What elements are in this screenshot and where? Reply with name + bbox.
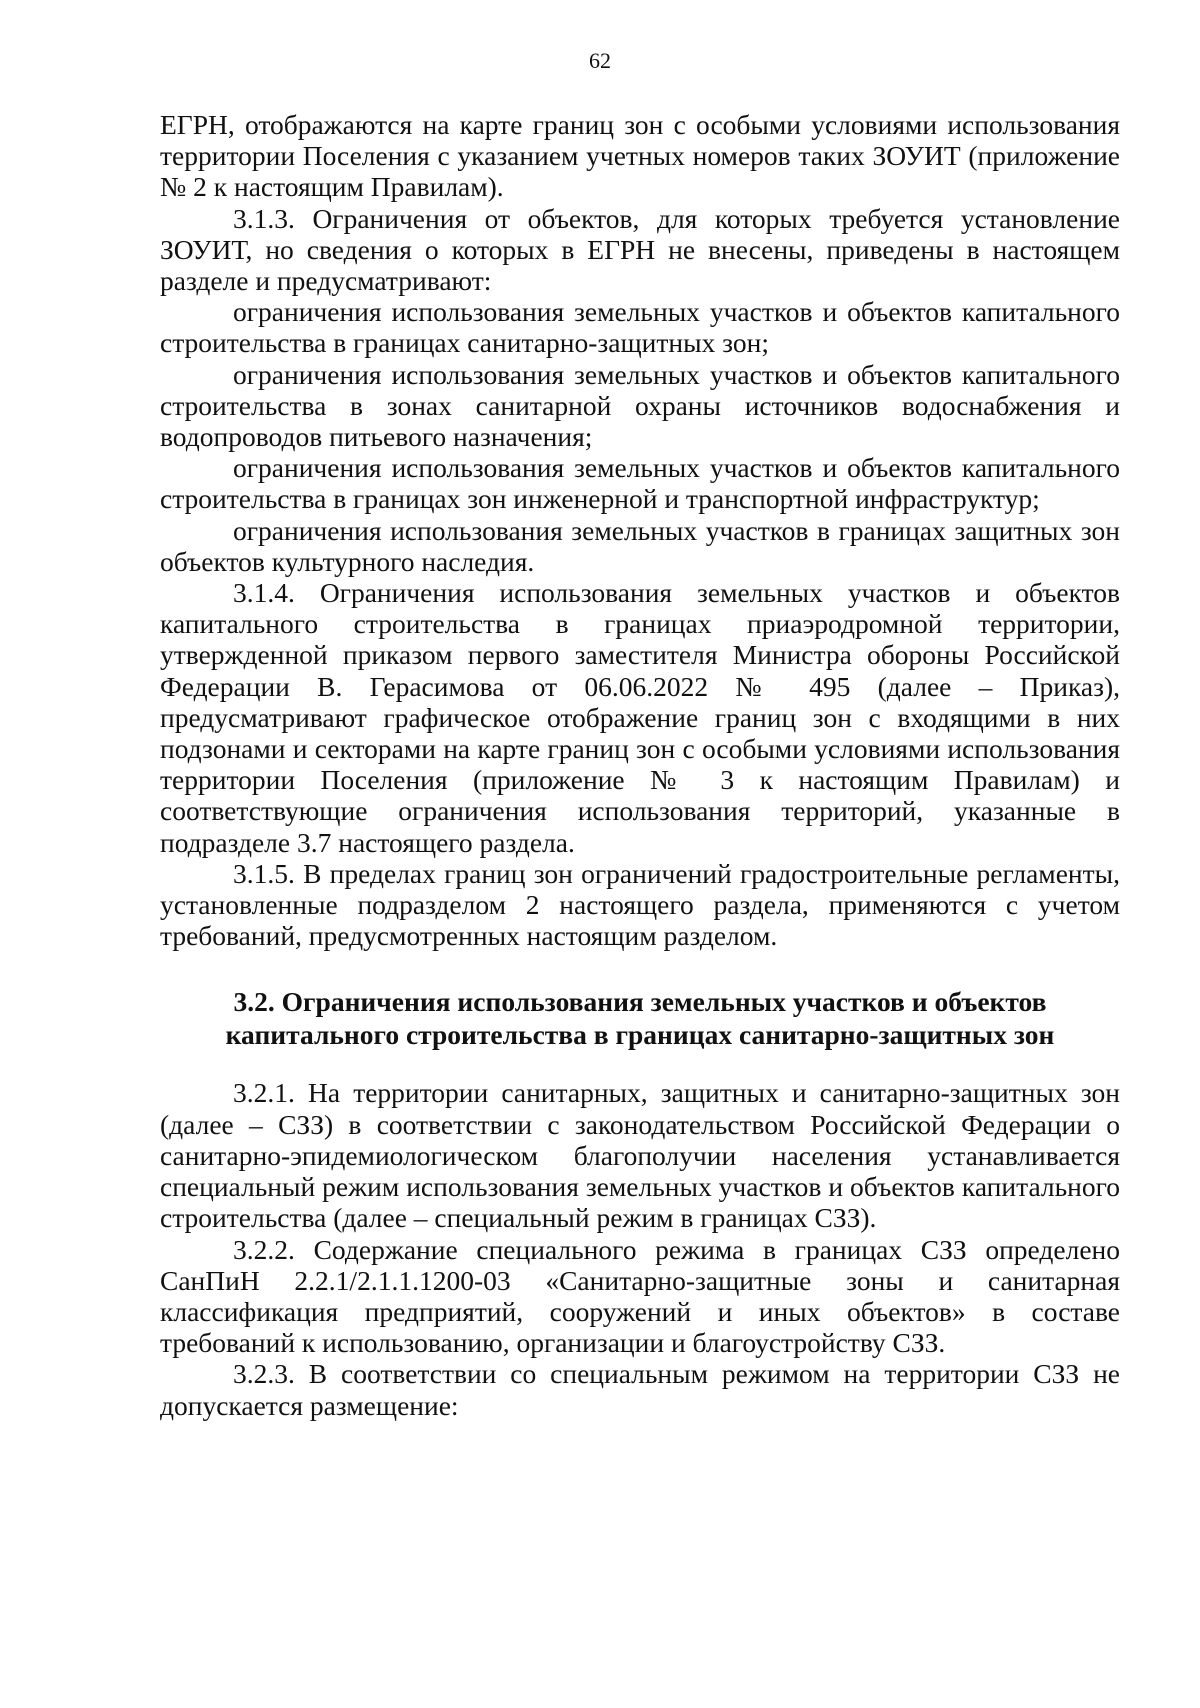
paragraph: 3.1.5. В пределах границ зон ограничений градостроительные регламенты, установленные подразделом 2 настоящего раздела, применяются с учетом требований, предусмотренных настоящим разделом. bbox=[160, 857, 1120, 952]
page-number: 62 bbox=[589, 48, 611, 73]
paragraph: 3.1.4. Ограничения использования земельных участков и объектов капитального строительства в границах приаэродромной территории, утвержденной приказом первого заместителя Министра обороны Российской Федерации В. Герасимова от 06.06.2022 № 495 (далее – Приказ), предусматривают графическое отображение границ зон с входящими в них подзонами и секторами на карте границ зон с особыми условиями использования территории Поселения (приложение № 3 к настоящим Правилам) и соответствующие ограничения использования территорий, указанные в подразделе 3.7 настоящего раздела. bbox=[160, 577, 1120, 858]
section-heading bbox=[160, 985, 1120, 1051]
paragraph: ограничения использования земельных участков и объектов капитального строительства в зонах санитарной охраны источников водоснабжения и водопроводов питьевого назначения; bbox=[160, 358, 1120, 453]
paragraphs-before-heading bbox=[160, 109, 1120, 951]
paragraph: 3.2.1. На территории санитарных, защитных и санитарно-защитных зон (далее – СЗЗ) в соответствии с законодательством Российской Федерации о санитарно-эпидемиологическом благополучии населения устанавливается специальный режим использования земельных участков и объектов капитального строительства (далее – специальный режим в границах СЗЗ). bbox=[160, 1077, 1120, 1234]
section-heading-line-1: 3.2. Ограничения использования земельных участков и объектов bbox=[233, 986, 1047, 1018]
paragraphs-after-heading bbox=[160, 1077, 1120, 1420]
document-body bbox=[160, 109, 1120, 1421]
paragraph: 3.2.3. В соответствии со специальным режимом на территории СЗЗ не допускается размещение: bbox=[160, 1358, 1120, 1421]
paragraph: ограничения использования земельных участков в границах защитных зон объектов культурного наследия. bbox=[160, 514, 1120, 577]
paragraph: ограничения использования земельных участков и объектов капитального строительства в границах санитарно-защитных зон; bbox=[160, 296, 1120, 359]
section-heading-line-2: капитального строительства в границах санитарно-защитных зон bbox=[225, 1019, 1055, 1051]
paragraph: 3.1.3. Ограничения от объектов, для которых требуется установление ЗОУИТ, но сведения о которых в ЕГРН не внесены, приведены в настоящем разделе и предусматривают: bbox=[160, 202, 1120, 297]
paragraph: ЕГРН, отображаются на карте границ зон с особыми условиями использования территории Поселения с указанием учетных номеров таких ЗОУИТ (приложение № 2 к настоящим Правилам). bbox=[160, 109, 1120, 203]
paragraph: 3.2.2. Содержание специального режима в границах СЗЗ определено СанПиН 2.2.1/2.1.1.1200-03 «Санитарно-защитные зоны и санитарная классификация предприятий, сооружений и иных объектов» в составе требований к использованию, организации и благоустройству СЗЗ. bbox=[160, 1233, 1120, 1359]
paragraph: ограничения использования земельных участков и объектов капитального строительства в границах зон инженерной и транспортной инфраструктур; bbox=[160, 452, 1120, 515]
